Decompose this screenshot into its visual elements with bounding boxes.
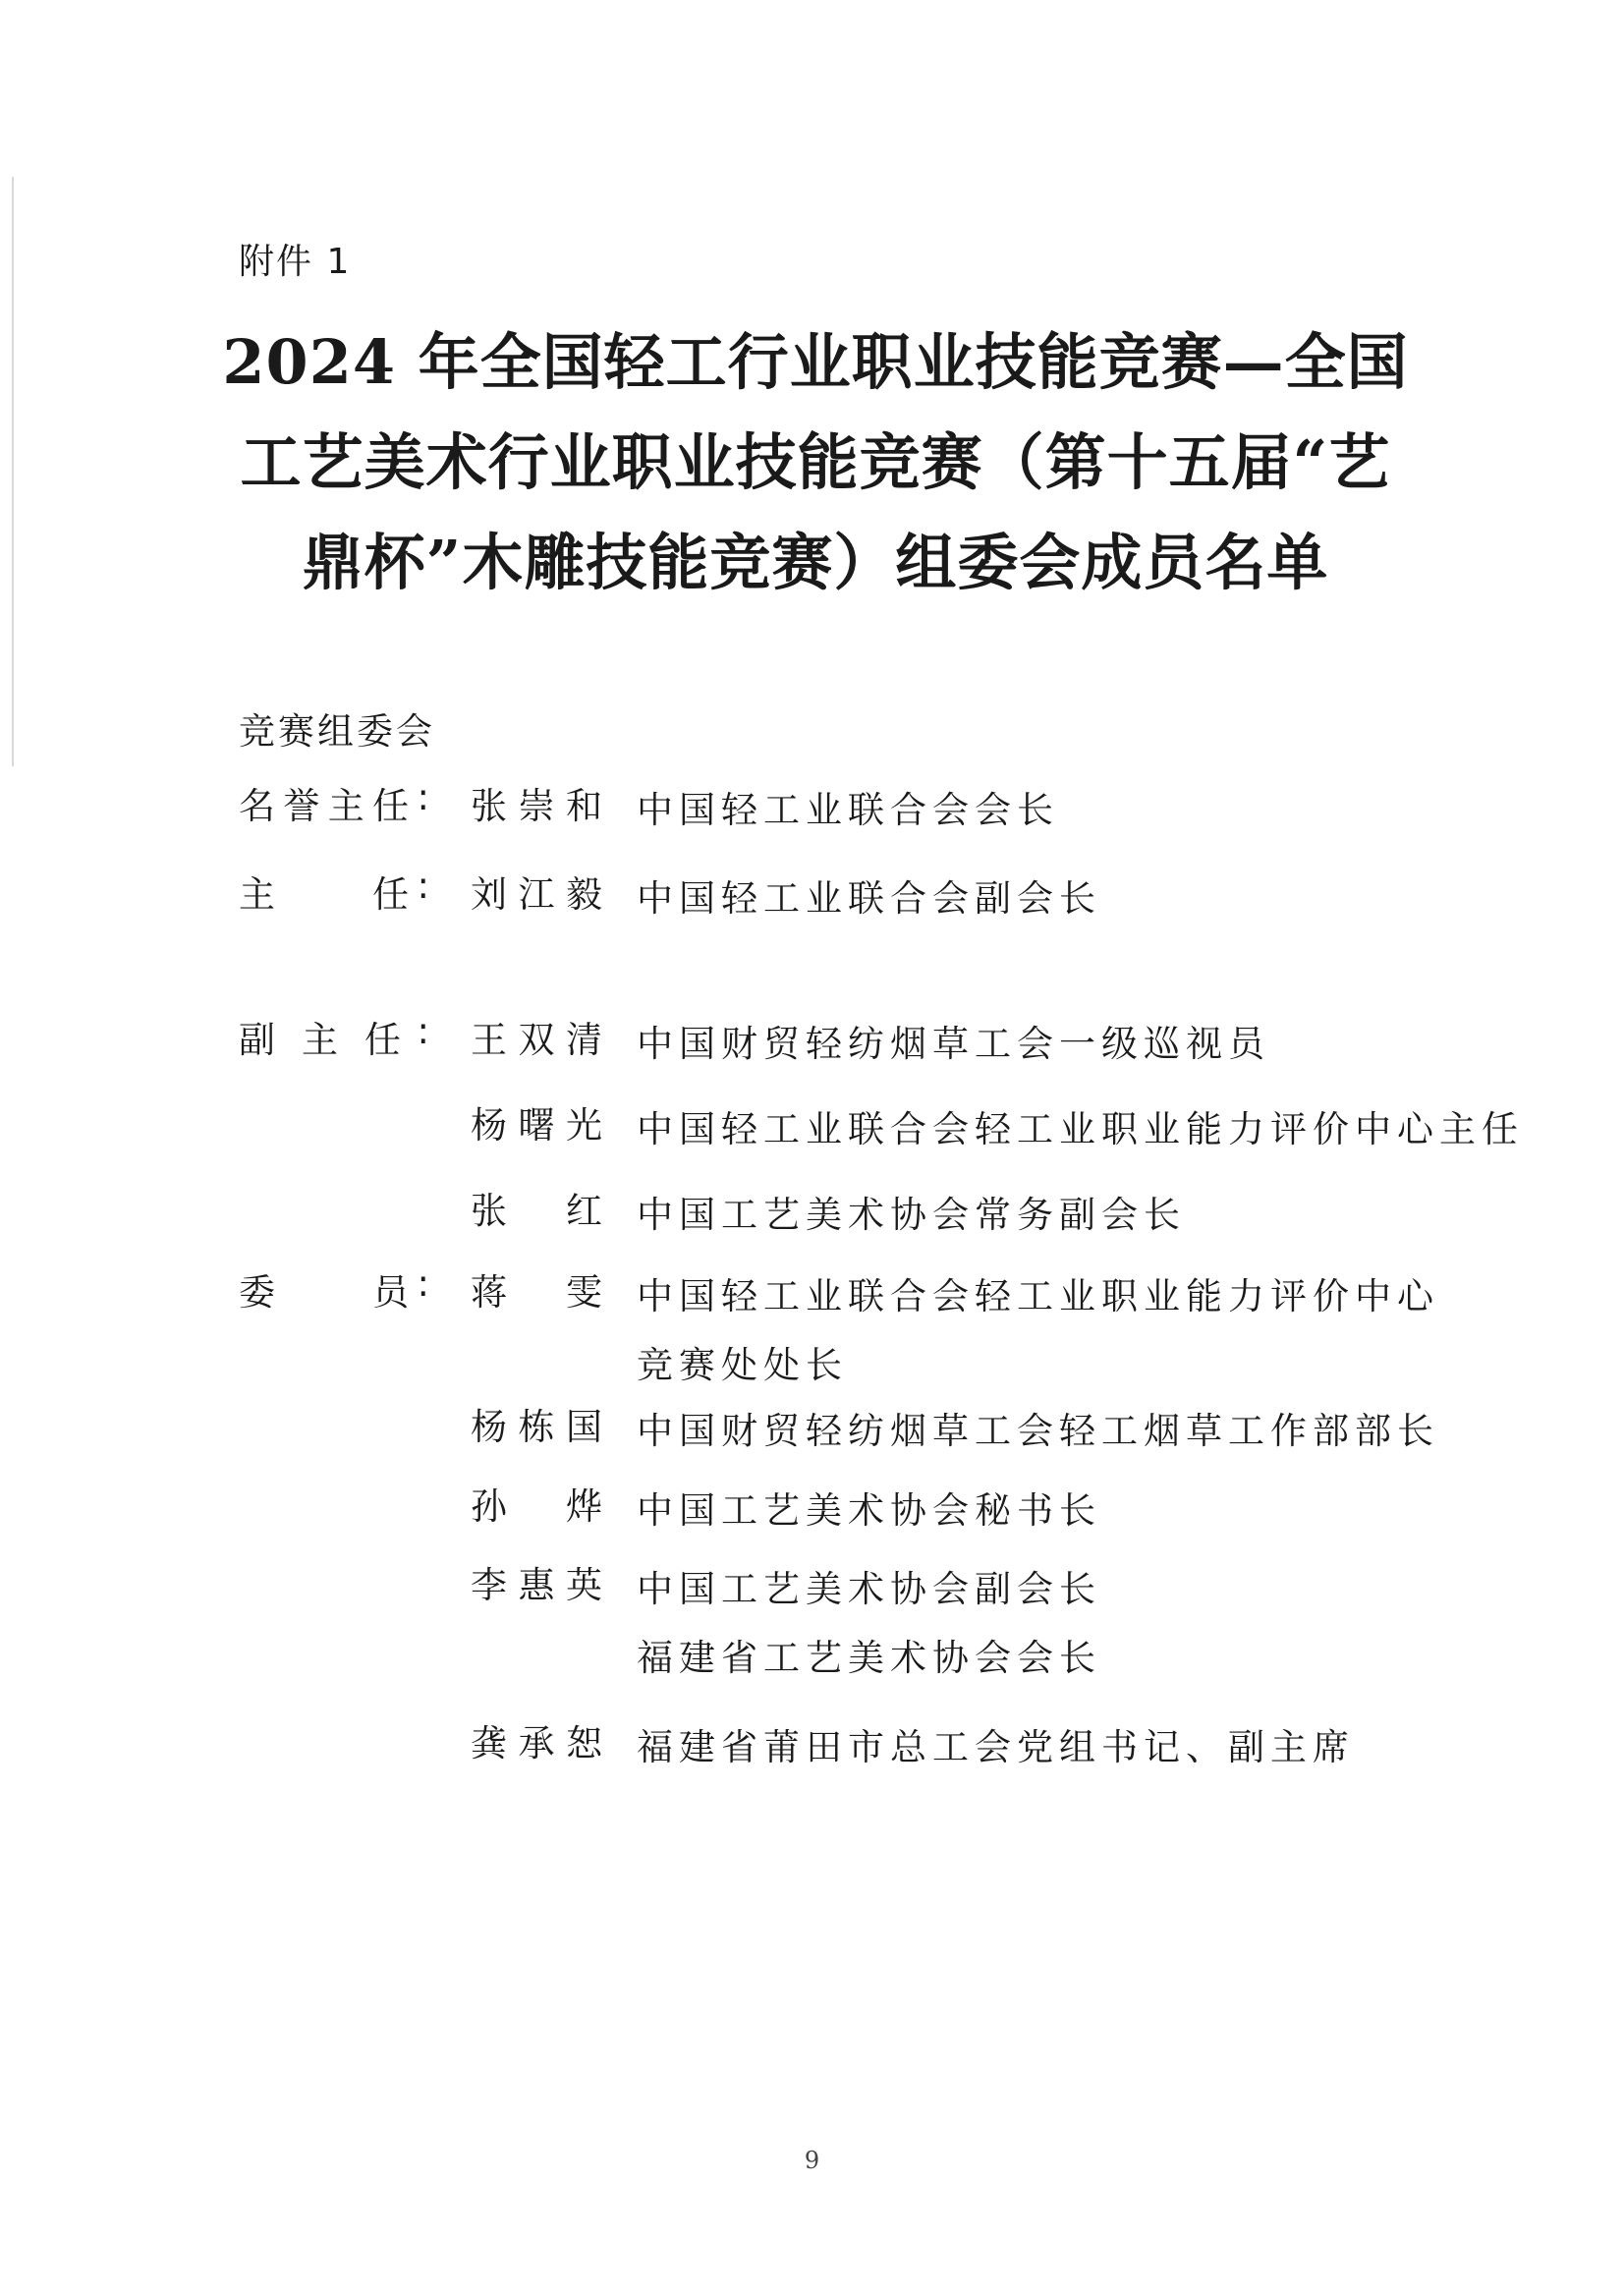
member-positions	[637, 1181, 1186, 1250]
member-positions	[637, 1095, 1524, 1164]
member-name: 张 红	[471, 1190, 608, 1232]
member-position: 中国工艺美术协会秘书长	[637, 1489, 1101, 1532]
member-role: 名 誉 主 任 :	[239, 776, 435, 827]
member-name: 杨 曙 光	[471, 1104, 608, 1147]
member-position: 中国轻工业联合会轻工业职业能力评价中心	[637, 1275, 1439, 1317]
member-position: 中国工艺美术协会常务副会长	[637, 1194, 1186, 1236]
title-line-1: 2024 年全国轻工行业职业技能竞赛—全国	[222, 326, 1409, 398]
member-role: 委 员 :	[239, 1262, 435, 1314]
member-name: 孙 烨	[471, 1485, 608, 1528]
member-name: 李 惠 英	[471, 1564, 608, 1606]
member-position: 中国工艺美术协会副会长	[637, 1568, 1101, 1610]
section-heading: 竞赛组委会	[239, 710, 435, 753]
member-name: 张 崇 和	[471, 785, 608, 827]
member-name: 杨 栋 国	[471, 1406, 608, 1448]
member-name: 王 双 清	[471, 1019, 608, 1061]
member-position: 中国财贸轻纺烟草工会一级巡视员	[637, 1023, 1270, 1065]
scan-edge-line	[12, 177, 14, 766]
member-positions	[637, 1262, 1439, 1400]
member-position: 福建省工艺美术协会会长	[637, 1637, 1101, 1679]
member-role: 副 主 任 :	[239, 1010, 435, 1061]
member-position: 中国轻工业联合会会长	[637, 789, 1059, 831]
member-positions	[637, 776, 1059, 845]
member-positions	[637, 1010, 1270, 1079]
member-position: 中国轻工业联合会副会长	[637, 877, 1101, 920]
member-position: 竞赛处处长	[637, 1344, 848, 1386]
document-title	[187, 312, 1444, 613]
member-position: 中国轻工业联合会轻工业职业能力评价中心主任	[637, 1108, 1524, 1150]
member-positions	[637, 1713, 1355, 1782]
member-name: 刘 江 毅	[471, 873, 608, 916]
member-positions	[637, 1477, 1101, 1545]
page-number: 9	[804, 2147, 820, 2174]
member-name: 龚 承 恕	[471, 1722, 608, 1764]
attachment-label: 附件 1	[239, 242, 352, 282]
member-positions	[637, 1555, 1101, 1693]
title-line-2: 工艺美术行业职业技能竞赛（第十五届“艺	[240, 426, 1391, 498]
member-positions	[637, 1397, 1439, 1466]
member-position: 中国财贸轻纺烟草工会轻工烟草工作部部长	[637, 1410, 1439, 1452]
member-role: 主 任 :	[239, 865, 435, 916]
member-positions	[637, 865, 1101, 933]
member-name: 蒋 雯	[471, 1271, 608, 1314]
member-position: 福建省莆田市总工会党组书记、副主席	[637, 1726, 1355, 1768]
title-line-3: 鼎杯”木雕技能竞赛）组委会成员名单	[302, 527, 1329, 598]
